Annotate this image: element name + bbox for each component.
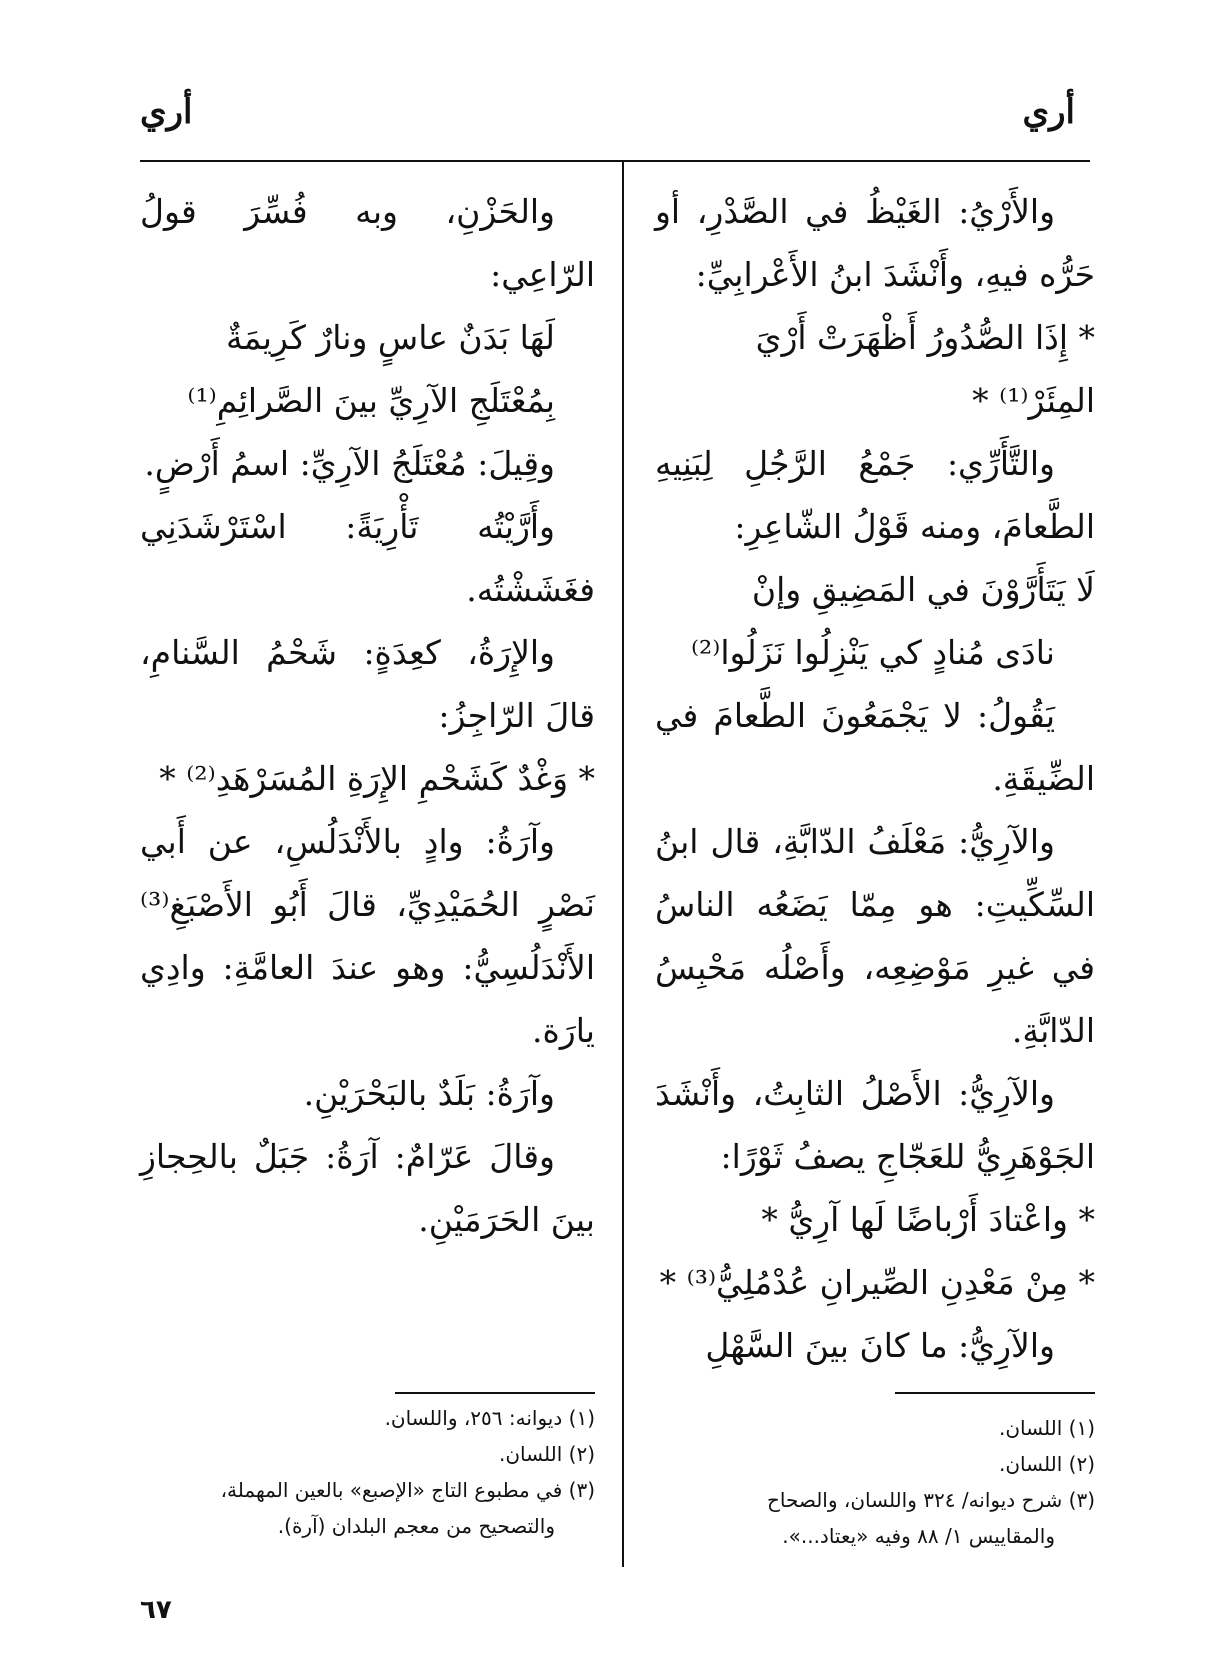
verse-line: * وَغْدٌ كَشَحْمِ الإِرَةِ المُسَرْهَدِ⁽²⁾ * <box>159 759 595 798</box>
footnote-rule-left <box>395 1392 595 1394</box>
entry-paragraph: وأَرَّيْتُه تَأْرِيَةً: اسْتَرْشَدَنِي فغَشَشْتُه. <box>140 507 595 609</box>
entry-paragraph: وقالَ عَرّامٌ: آرَةُ: جَبَلٌ بالحِجازِ بينَ الحَرَمَيْنِ. <box>140 1137 595 1239</box>
footnote-continuation: والمقاييس ١/ ٨٨ وفيه «يعتاد...». <box>782 1524 1055 1548</box>
entry-paragraph: والأَرْيُ: الغَيْظُ في الصَّدْرِ، أو حَرُّه فيهِ، وأَنْشَدَ ابنُ الأَعْرابِيِّ: <box>655 192 1095 294</box>
entry-paragraph: والحَزْنِ، وبه فُسِّرَ قولُ الرّاعِي: <box>140 192 595 294</box>
running-header-left: أري <box>140 92 193 132</box>
entry-paragraph: يَقُولُ: لا يَجْمَعُونَ الطَّعامَ في الضِّيقَةِ. <box>655 696 1095 798</box>
entry-paragraph: والتَّأَرِّي: جَمْعُ الرَّجُلِ لِبَنِيهِ الطَّعامَ، ومنه قَوْلُ الشّاعِرِ: <box>655 444 1095 546</box>
footnote-continuation: والتصحيح من معجم البلدان (آرة). <box>277 1514 555 1538</box>
footnote: (٢) اللسان. <box>999 1452 1095 1476</box>
entry-paragraph: والإِرَةُ، كعِدَةٍ: شَحْمُ السَّنامِ، قالَ الرّاجِزُ: <box>140 633 595 735</box>
header-rule <box>140 160 1090 162</box>
verse-line: لَا يَتَأَرَّوْنَ في المَضِيقِ وإنْ <box>751 570 1095 609</box>
verse-line: * مِنْ مَعْدِنِ الصِّيرانِ عُدْمُلِيُّ⁽³⁾ * <box>659 1263 1095 1302</box>
footnotes-right <box>655 1410 1095 1554</box>
entry-paragraph: والآرِيُّ: الأَصْلُ الثابِتُ، وأَنْشَدَ الجَوْهَرِيُّ للعَجّاجِ يصفُ ثَوْرًا: <box>655 1074 1095 1176</box>
column-divider <box>622 162 624 1567</box>
footnote: (٢) اللسان. <box>499 1442 595 1466</box>
entry-paragraph: وآرَةُ: وادٍ بالأَنْدَلُسِ، عن أَبي نَصْرٍ الحُمَيْدِيِّ، قالَ أَبُو الأَصْبَغِ⁽³⁾ الأَنْدَلُسِيُّ: وهو عندَ العامَّةِ: وادِي يارَة. <box>140 822 595 1050</box>
right-column <box>655 180 1095 1377</box>
footnote: (٣) شرح ديوانه/ ٣٢٤ واللسان، والصحاح <box>766 1488 1095 1512</box>
footnote: (١) ديوانه: ٢٥٦، واللسان. <box>384 1406 595 1430</box>
footnotes-left <box>140 1400 595 1544</box>
entry-paragraph: وقِيلَ: مُعْتَلَجُ الآرِيِّ: اسمُ أَرْضٍ. <box>144 444 555 483</box>
verse-line: نادَى مُنادٍ كي يَنْزِلُوا نَزَلُوا⁽²⁾ <box>690 633 1055 672</box>
footnote: (١) اللسان. <box>999 1416 1095 1440</box>
verse-line: لَهَا بَدَنٌ عاسٍ ونارٌ كَرِيمَةٌ <box>225 318 555 357</box>
page-number: ٦٧ <box>140 1595 172 1625</box>
verse-line: بِمُعْتَلَجِ الآرِيِّ بينَ الصَّرائِمِ⁽¹⁾ <box>187 381 555 420</box>
running-header-right: أري <box>1022 92 1075 132</box>
verse-line: * إِذَا الصُّدُورُ أَظْهَرَتْ أَرْيَ المِئَرْ⁽¹⁾ * <box>755 318 1095 420</box>
verse-line: * واعْتادَ أَرْباضًا لَها آرِيُّ * <box>761 1200 1095 1239</box>
footnote: (٣) في مطبوع التاج «الإصبع» بالعين المهملة، <box>220 1478 595 1502</box>
entry-paragraph: والآرِيُّ: ما كانَ بينَ السَّهْلِ <box>705 1326 1055 1365</box>
footnote-rule-right <box>895 1392 1095 1394</box>
left-column <box>140 180 595 1251</box>
entry-paragraph: وآرَةُ: بَلَدٌ بالبَحْرَيْنِ. <box>303 1074 555 1113</box>
entry-paragraph: والآرِيُّ: مَعْلَفُ الدّابَّةِ، قال ابنُ السِّكِّيتِ: هو مِمّا يَضَعُه الناسُ في غيرِ مَوْضِعِه، وأَصْلُه مَحْبِسُ الدّابَّةِ. <box>655 822 1095 1050</box>
